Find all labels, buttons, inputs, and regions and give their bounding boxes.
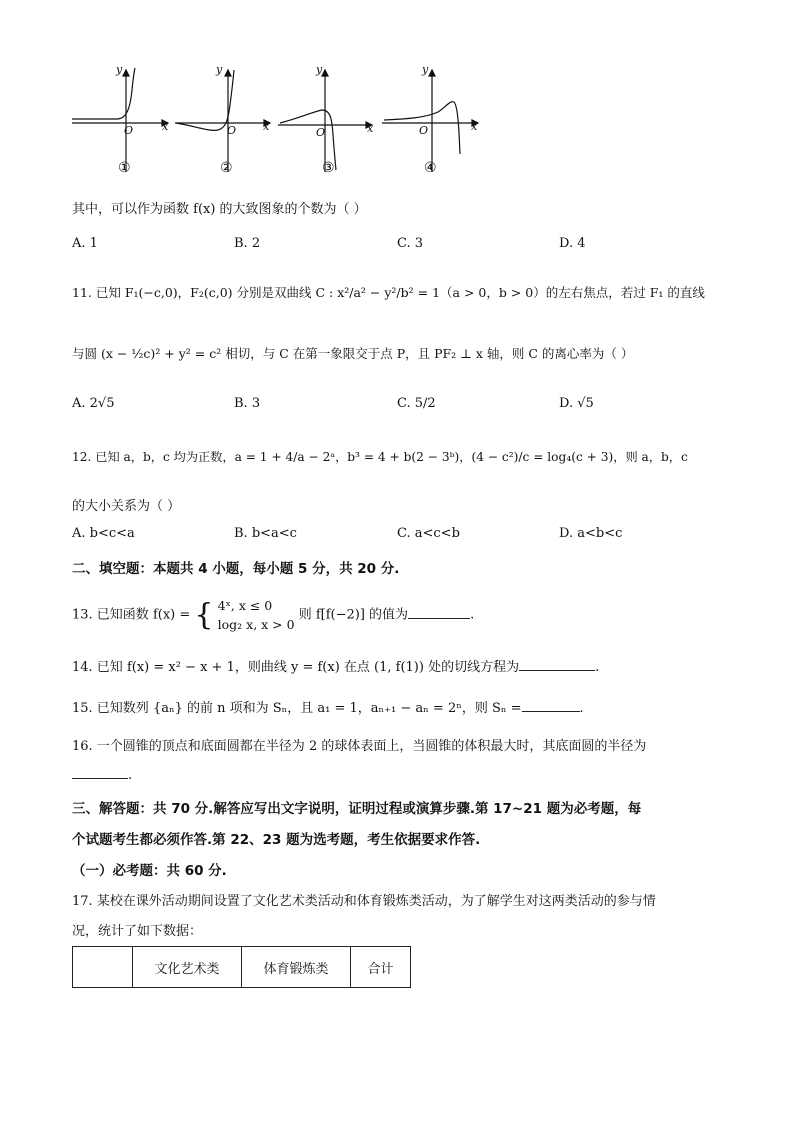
q13-prefix: 13. 已知函数 (72, 607, 149, 623)
q13-fx: f(x) = (152, 607, 191, 623)
q10-option-b: B. 2 (234, 236, 261, 251)
q11-option-b: B. 3 (234, 396, 261, 411)
axis-label-x: x (367, 122, 374, 135)
q15-answer-blank[interactable] (522, 699, 580, 712)
q17-table (72, 946, 411, 988)
q12-option-c: C. a<c<b (397, 526, 460, 541)
q13: 13. 已知函数 f(x) = { 4ˣ, x ≤ 0 log₂ x, x > 0 则 f[f(−2)] 的值为 . (72, 597, 475, 633)
graph-label-2: ② (220, 160, 233, 176)
q11-line1: 11. 已知 F₁(−c,0)，F₂(c,0) 分别是双曲线 C : x²/a² − y²/b² = 1（a > 0，b > 0）的左右焦点，若过 F₁ 的直线 (72, 285, 705, 300)
q11-option-d: D. √5 (559, 396, 594, 411)
graph-label-4: ④ (424, 160, 437, 176)
q16-answer-blank[interactable] (72, 766, 128, 779)
table-cell (73, 947, 133, 988)
q12-option-d: D. a<b<c (559, 526, 623, 541)
q16-line2 (72, 766, 132, 783)
q14-answer-blank[interactable] (519, 658, 595, 671)
section-3-line1: 三、解答题：共 70 分.解答应写出文字说明，证明过程或演算步骤.第 17~21 题为必考题，每 (72, 801, 642, 817)
axis-label-y: y (216, 63, 223, 76)
graph-4 (382, 70, 478, 172)
q13-suffix: 则 f[f(−2)] 的值为 (298, 607, 409, 623)
axis-label-x: x (263, 120, 270, 133)
origin-label: O (124, 124, 134, 137)
section-3-line2: 个试题考生都必须作答.第 22、23 题为选考题，考生依据要求作答. (72, 832, 481, 848)
origin-label: O (419, 124, 429, 137)
section-2-heading: 二、填空题：本题共 4 小题，每小题 5 分，共 20 分. (72, 561, 400, 577)
q14: 14. 已知 f(x) = x² − x + 1，则曲线 y = f(x) 在点 (1, f(1)) 处的切线方程为 . (72, 660, 600, 675)
q11-option-c: C. 5/2 (397, 396, 436, 411)
q12-option-b: B. b<a<c (234, 526, 297, 541)
axis-label-y: y (422, 63, 429, 76)
q17-line1: 17. 某校在课外活动期间设置了文化艺术类活动和体育锻炼类活动，为了解学生对这两类活动的参与情 (72, 894, 656, 909)
q10-option-a: A. 1 (72, 236, 98, 251)
graph-2 (175, 70, 270, 172)
q10-option-d: D. 4 (559, 236, 586, 251)
table-header-sports: 体育锻炼类 (242, 947, 351, 988)
graph-3 (278, 70, 372, 172)
table-header-total: 合计 (351, 947, 411, 988)
q13-answer-blank[interactable] (408, 606, 470, 619)
q14-text: 14. 已知 f(x) = x² − x + 1，则曲线 y = f(x) 在点 (1, f(1)) 处的切线方程为 (72, 660, 520, 675)
q16-end: . (128, 768, 133, 783)
q13-case2: log₂ x, x > 0 (217, 617, 295, 632)
graph-label-1: ① (118, 160, 131, 176)
axis-label-x: x (471, 120, 478, 133)
q17-line2: 况，统计了如下数据： (72, 924, 203, 939)
q12-line1: 12. 已知 a，b，c 均为正数，a = 1 + 4/a − 2ᵃ，b³ = 4 + b(2 − 3ᵇ)，(4 − c²)/c = log₄(c + 3)，则 a，b，c (72, 450, 688, 464)
q15-text: 15. 已知数列 {aₙ} 的前 n 项和为 Sₙ，且 a₁ = 1，aₙ₊₁ − aₙ = 2ⁿ，则 Sₙ = (72, 701, 522, 716)
q12-option-a: A. b<c<a (72, 526, 135, 541)
table-header-culture: 文化艺术类 (133, 947, 242, 988)
q15: 15. 已知数列 {aₙ} 的前 n 项和为 Sₙ，且 a₁ = 1，aₙ₊₁ − aₙ = 2ⁿ，则 Sₙ = . (72, 701, 584, 716)
q13-case1: 4ˣ, x ≤ 0 (217, 598, 273, 613)
q12-line2: 的大小关系为（ ） (72, 499, 181, 514)
q16-line1: 16. 一个圆锥的顶点和底面圆都在半径为 2 的球体表面上，当圆锥的体积最大时，其底面圆的半径为 (72, 739, 647, 754)
graph-label-3: ③ (322, 160, 335, 176)
table-row (73, 947, 411, 988)
axis-label-y: y (116, 63, 123, 76)
axis-label-y: y (316, 63, 323, 76)
q11-option-a: A. 2√5 (72, 396, 115, 411)
q10-option-c: C. 3 (397, 236, 424, 251)
q11-line2: 与圆 (x − ½c)² + y² = c² 相切，与 C 在第一象限交于点 P，且 PF₂ ⊥ x 轴，则 C 的离心率为（ ） (72, 346, 634, 361)
graph-1 (72, 68, 168, 172)
q10-stem: 其中，可以作为函数 f(x) 的大致图象的个数为（ ） (72, 202, 367, 217)
origin-label: O (316, 126, 326, 139)
axis-label-x: x (162, 120, 169, 133)
origin-label: O (227, 124, 237, 137)
subsection-1-heading: （一）必考题：共 60 分. (72, 863, 227, 879)
